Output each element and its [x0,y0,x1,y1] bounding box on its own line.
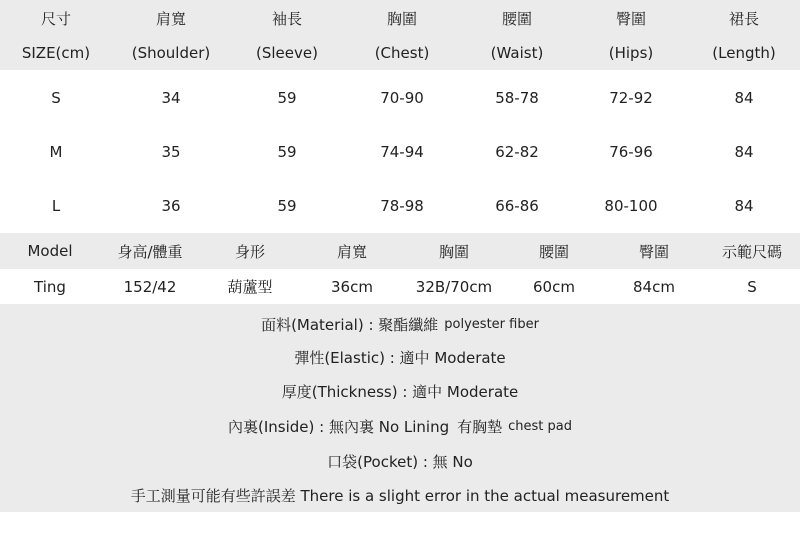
thickness-text: 厚度(Thickness) : 適中 Moderate [281,382,519,401]
header-size-cn: 尺寸 [40,9,71,28]
length-cell: 84 [734,143,754,161]
inside-small-text: chest pad [508,418,572,434]
size-header-en-row [0,36,800,70]
model-header-shoulder: 肩寬 [336,242,367,261]
material-small-text: polyester fiber [444,316,539,332]
model-header-body-shape: 身形 [234,242,265,261]
header-shoulder-cn: 肩寬 [155,9,186,28]
header-sleeve-cn: 袖長 [271,9,302,28]
model-sample-size: S [747,277,757,296]
model-header-chest: 胸圍 [438,242,469,261]
header-waist-cn: 腰圍 [501,9,532,28]
sleeve-cell: 59 [277,197,297,215]
model-waist: 60cm [533,277,575,296]
header-length-cn: 裙長 [728,9,759,28]
model-header-hips: 臀圍 [638,242,669,261]
header-sleeve-en: (Sleeve) [256,44,318,62]
pocket-text: 口袋(Pocket) : 無 No [327,452,473,471]
length-cell: 84 [734,89,754,107]
header-chest-en: (Chest) [374,44,430,62]
pocket-note [0,446,800,476]
shoulder-cell: 36 [161,197,181,215]
shoulder-cell: 34 [161,89,181,107]
header-hips-cn: 臀圍 [615,9,646,28]
header-shoulder-en: (Shoulder) [131,44,211,62]
length-cell: 84 [734,197,754,215]
fabric-notes [0,304,800,512]
material-text: 面料(Material) : 聚酯纖維 [261,315,439,334]
model-shoulder: 36cm [331,277,373,296]
inside-extra-text: 有胸墊 [457,417,503,436]
chest-cell: 78-98 [380,197,424,215]
model-chest: 32B/70cm [415,277,493,296]
shoulder-cell: 35 [161,143,181,161]
hips-cell: 80-100 [604,197,658,215]
sleeve-cell: 59 [277,143,297,161]
table-row [0,134,800,170]
header-chest-cn: 胸圍 [386,9,417,28]
model-header-sample-size: 示範尺碼 [721,242,782,261]
waist-cell: 62-82 [495,143,539,161]
hips-cell: 76-96 [609,143,653,161]
model-header-height-weight: 身高/體重 [117,242,183,261]
model-height-weight: 152/42 [123,277,177,296]
elastic-text: 彈性(Elastic) : 適中 Moderate [294,348,506,367]
hips-cell: 72-92 [609,89,653,107]
table-row [0,188,800,224]
model-header-model: Model [27,242,73,260]
sleeve-cell: 59 [277,89,297,107]
model-hips: 84cm [633,277,675,296]
size-cell: S [51,89,61,107]
model-row [0,269,800,304]
model-table-header [0,233,800,269]
header-length-en: (Length) [712,44,776,62]
inside-note [0,411,800,441]
measurement-note [0,480,800,510]
inside-text: 內裏(Inside) : 無內裏 No Lining [228,417,450,436]
header-hips-en: (Hips) [608,44,654,62]
thickness-note [0,376,800,406]
header-waist-en: (Waist) [490,44,544,62]
model-header-waist: 腰圍 [538,242,569,261]
chest-cell: 74-94 [380,143,424,161]
size-cell: L [51,197,61,215]
chest-cell: 70-90 [380,89,424,107]
elastic-note [0,342,800,372]
material-note [0,309,800,339]
waist-cell: 58-78 [495,89,539,107]
header-size-en: SIZE(cm) [21,44,91,62]
size-cell: M [49,143,63,161]
model-name: Ting [34,277,66,296]
measurement-text: 手工測量可能有些許誤差 There is a slight error in the actual measurement [130,486,670,505]
table-row [0,80,800,116]
size-header-cn-row [0,0,800,36]
model-body-shape: 葫蘆型 [227,278,273,296]
waist-cell: 66-86 [495,197,539,215]
